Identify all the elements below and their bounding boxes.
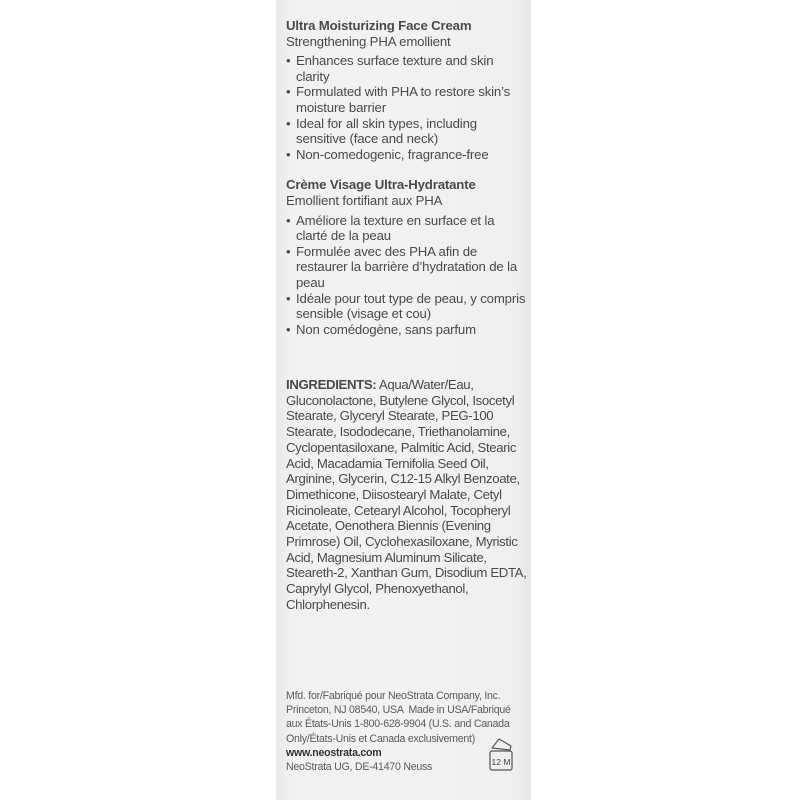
- bullet-item: • Idéale pour tout type de peau, y compris sensible (visage et cou): [286, 291, 528, 322]
- english-title: Ultra Moisturizing Face Cream: [286, 18, 472, 33]
- ingredients-label: INGREDIENTS:: [286, 377, 377, 392]
- website-text: www.neostrata.com: [286, 746, 382, 759]
- english-subtitle: Strengthening PHA emollient: [286, 33, 451, 49]
- bullet-item: • Enhances surface texture and skin clarity: [286, 53, 528, 84]
- bullet-item: • Non comédogène, sans parfum: [286, 322, 528, 338]
- french-section: [286, 177, 528, 337]
- french-bullet-list: [286, 213, 528, 338]
- manufacturer-line: aux États-Unis 1-800-628-9904 (U.S. and Canada: [286, 718, 510, 731]
- english-bullet-list: [286, 53, 528, 162]
- bullet-item: • Améliore la texture en surface et la clarté de la peau: [286, 213, 528, 244]
- french-subtitle: Emollient fortifiant aux PHA: [286, 192, 443, 208]
- bullet-item: • Formulated with PHA to restore skin’s moisture barrier: [286, 84, 528, 115]
- bullet-item: • Ideal for all skin types, including sensitive (face and neck): [286, 116, 528, 147]
- french-title: Crème Visage Ultra-Hydratante: [286, 177, 476, 193]
- ingredients-list: [286, 377, 528, 613]
- english-section: [286, 18, 528, 162]
- bullet-item: • Non-comedogenic, fragrance-free: [286, 147, 528, 163]
- ingredients-text: Aqua/Water/Eau, Gluconolactone, Butylene Glycol, Isocetyl Stearate, Glyceryl Stearate, PEG-100 Stearate, Isododecane, Triethanolamine, Cyclopentasiloxane, Palmitic Acid, Stearic Acid, Macadamia Ternifolia Seed Oil, Arginine, Glycerin, C12-15 Alkyl Benzoate, Dimethicone, Diisostearyl Malate, Cetyl Ricinoleate, Cetearyl Alcohol, Tocopheryl Acetate, Oenothera Biennis (Evening Primrose) Oil, Cyclohexasiloxane, Myristic Acid, Magnesium Aluminum Silicate, Steareth-2, Xanthan Gum, Disodium EDTA, Caprylyl Glycol, Phenoxyethanol, Chlorphenesin.: [286, 377, 527, 612]
- pao-label: 12 M: [491, 757, 511, 767]
- eu-address: NeoStrata UG, DE-41470 Neuss: [286, 761, 433, 774]
- bullet-item: • Formulée avec des PHA afin de restaurer la barrière d’hydratation de la peau: [286, 244, 528, 291]
- open-jar-icon: [489, 737, 513, 771]
- manufacturer-line: Mfd. for/Fabriqué pour NeoStrata Company, Inc.: [286, 690, 501, 702]
- manufacturer-line: Only/États-Unis et Canada exclusivement): [286, 732, 476, 745]
- product-description: [286, 18, 528, 337]
- manufacturer-line: Princeton, NJ 08540, USA Made in USA/Fabriqué: [286, 704, 511, 717]
- jar-lid-shape: [492, 739, 511, 750]
